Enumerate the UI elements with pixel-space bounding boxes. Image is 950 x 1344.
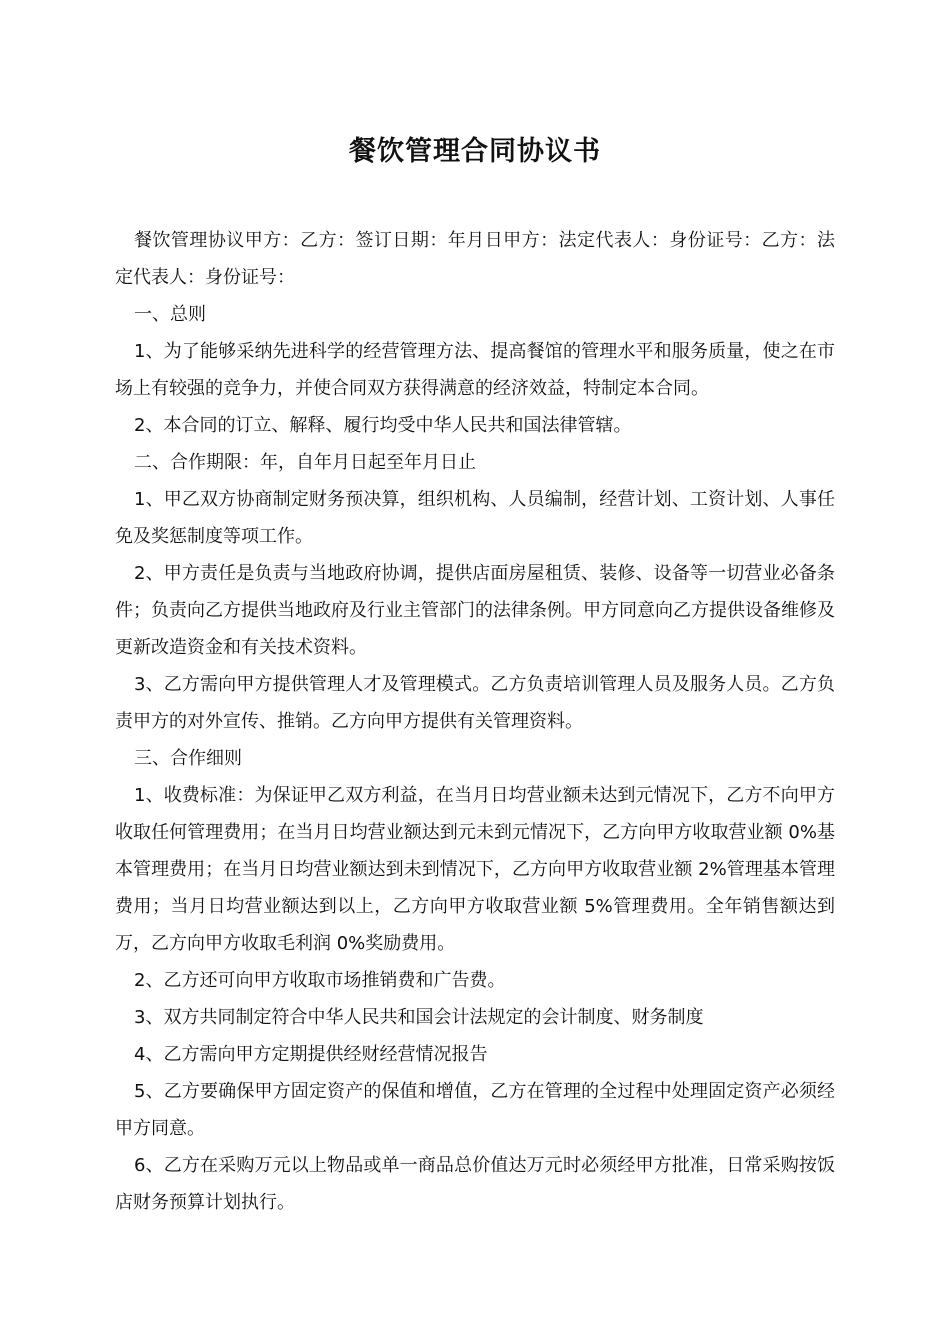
paragraph-general-1: 1、为了能够采纳先进科学的经营管理方法、提高餐馆的管理水平和服务质量，使之在市场上有较强的竞争力，并使合同双方获得满意的经济效益，特制定本合同。: [115, 341, 835, 399]
section-heading-term: 二、合作期限：年，自年月日起至年月日止: [134, 452, 476, 473]
paragraph-term-2: 2、甲方责任是负责与当地政府协调，提供店面房屋租赁、装修、设备等一切营业必备条件；负责向乙方提供当地政府及行业主管部门的法律条例。甲方同意向乙方提供设备维修及更新改造资金和有关技术资料。: [115, 563, 835, 658]
paragraph-details-5: 5、乙方要确保甲方固定资产的保值和增值，乙方在管理的全过程中处理固定资产必须经甲方同意。: [115, 1081, 835, 1139]
paragraph-details-2: 2、乙方还可向甲方收取市场推销费和广告费。: [134, 970, 506, 991]
paragraph-general-2: 2、本合同的订立、解释、履行均受中华人民共和国法律管辖。: [134, 415, 632, 436]
document-body: [115, 222, 835, 1221]
paragraph-details-6: 6、乙方在采购万元以上物品或单一商品总价值达万元时必须经甲方批准，日常采购按饭店财务预算计划执行。: [115, 1155, 835, 1213]
section-heading-general: 一、总则: [134, 304, 206, 325]
paragraph-parties: 餐饮管理协议甲方：乙方：签订日期：年月日甲方：法定代表人：身份证号：乙方：法定代表人：身份证号：: [115, 230, 835, 288]
paragraph-term-1: 1、甲乙双方协商制定财务预决算，组织机构、人员编制，经营计划、工资计划、人事任免及奖惩制度等项工作。: [115, 489, 835, 547]
paragraph-details-3: 3、双方共同制定符合中华人民共和国会计法规定的会计制度、财务制度: [134, 1007, 704, 1028]
paragraph-details-1: 1、收费标准：为保证甲乙双方利益，在当月日均营业额未达到元情况下，乙方不向甲方收取任何管理费用；在当月日均营业额达到元未到元情况下，乙方向甲方收取营业额 0%基本管理费用；在当月日均营业额达到未到情况下，乙方向甲方收取营业额 2%管理基本管理费用；当月日均营业额达到以上，乙方向甲方收取营业额 5%管理费用。全年销售额达到万，乙方向甲方收取毛利润 0%奖励费用。: [115, 785, 835, 954]
paragraph-details-4: 4、乙方需向甲方定期提供经财经营情况报告: [134, 1044, 488, 1065]
section-heading-details: 三、合作细则: [134, 748, 242, 769]
document-title: 餐饮管理合同协议书: [349, 136, 601, 167]
paragraph-term-3: 3、乙方需向甲方提供管理人才及管理模式。乙方负责培训管理人员及服务人员。乙方负责甲方的对外宣传、推销。乙方向甲方提供有关管理资料。: [115, 674, 835, 732]
